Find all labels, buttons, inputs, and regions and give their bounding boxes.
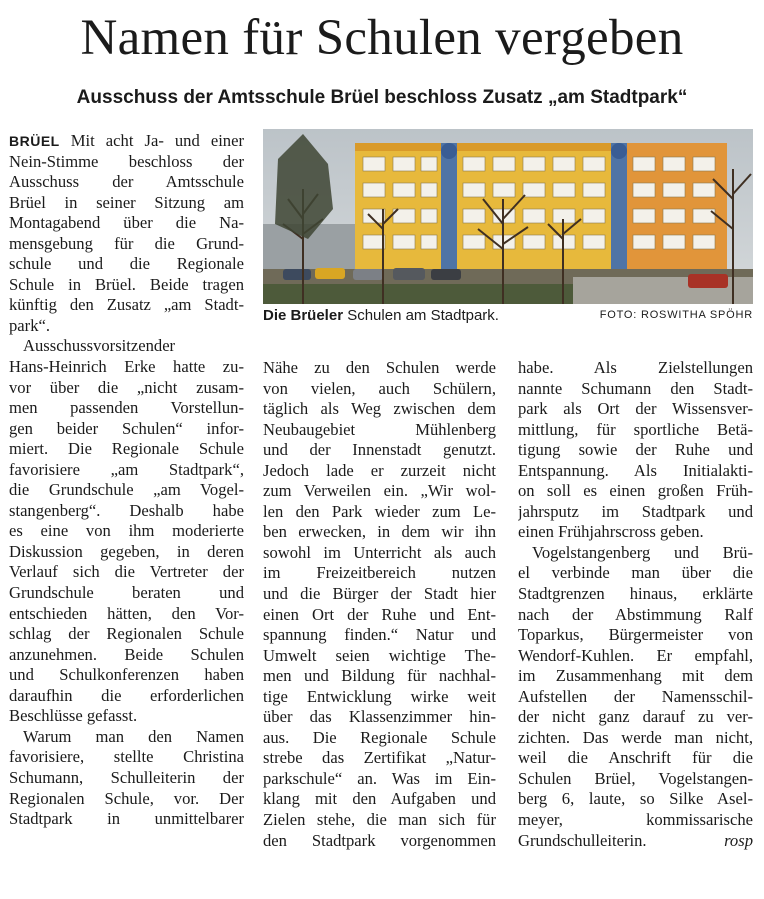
article-line: nach der Abstimmung Ralf	[518, 604, 753, 624]
article-line: nannte Schumann den Stadt-	[518, 378, 753, 398]
article-line: Grundschule beraten und	[9, 583, 244, 603]
article-line: es eine von ihm moderierte	[9, 521, 244, 541]
article-column-2	[263, 358, 496, 851]
article-text: Mit acht Ja- und einer	[59, 131, 244, 150]
article-line: len den Park wieder zum Le-	[263, 501, 496, 521]
article-line: Vogelstangenberg und Brü-	[532, 542, 753, 562]
article-line: von vielen, auch Schülern,	[263, 378, 496, 398]
article-line	[9, 131, 244, 152]
article-line: entschieden hätten, den Vor-	[9, 603, 244, 623]
article-line: jahrsputz im Stadtpark und	[518, 501, 753, 521]
article-line: Nein-Stimme beschloss der	[9, 151, 244, 171]
article-line: Hans-Heinrich Erke hatte zu-	[9, 357, 244, 377]
article-line: Aufstellen der Namensschil-	[518, 686, 753, 706]
article-line: im Freizeitbereich nutzen	[263, 563, 496, 583]
article-line: Regionalen Schule, vor. Der	[9, 788, 244, 808]
article-line: Schulen Brüel, Vogelstangen-	[518, 768, 753, 788]
article-line: zum Verweilen ein. „Wir wol-	[263, 481, 496, 501]
article-line	[518, 831, 753, 852]
article-line: einen Ort der Ruhe und Ent-	[263, 604, 496, 624]
article-line: einen Frühjahrscross geben.	[518, 522, 704, 542]
article-line: und der Innenstadt genutzt.	[263, 440, 496, 460]
photo-credit: FOTO: ROSWITHA SPÖHR	[599, 309, 753, 321]
article-line: meyer, kommissarische	[518, 810, 753, 830]
article-line: gen beider Schulen“ infor-	[9, 418, 244, 438]
article-line: Ausschussvorsitzender	[23, 336, 176, 356]
subheadline: Ausschuss der Amtsschule Brüel beschloss Zusatz „am Stadtpark“	[76, 87, 688, 108]
article-line: men und Bildung für nachhal-	[263, 666, 496, 686]
article-line: zichten. Das werde man nicht,	[518, 727, 753, 747]
article-line: den Stadtpark vorgenommen	[263, 830, 496, 850]
article-line: sowohl im Unterricht als auch	[263, 542, 496, 562]
article-line: strebe das Zertifikat „Natur-	[263, 748, 496, 768]
article-line: im Zusammenhang mit dem	[518, 666, 753, 686]
article-line: klang mit den Aufgaben und	[263, 789, 496, 809]
article-line: Schumann, Schulleiterin der	[9, 767, 244, 787]
article-line: men passenden Vorstellun-	[9, 398, 244, 418]
article-line: über das Klassenzimmer hin-	[263, 707, 496, 727]
article-line: berg 6, laute, so Silke Asel-	[518, 789, 753, 809]
article-line: Schule in Brüel. Beide tragen	[9, 274, 244, 294]
article-line: Entspannung. Als Initialakti-	[518, 460, 753, 480]
article-line: Nähe zu den Schulen werde	[263, 358, 496, 377]
article-line: weil die Anschrift für die	[518, 748, 753, 768]
article-line: mensgebung für die Grund-	[9, 233, 244, 253]
article-line: Stadtgrenzen hinaus, erklärte	[518, 584, 753, 604]
article-line: Zielen stehe, die man sich für	[263, 810, 496, 830]
school-photo	[263, 129, 753, 304]
article-line: ben erwecken, in dem wir ihn	[263, 522, 496, 542]
article-line: schule und die Regionale	[9, 254, 244, 274]
article-line: Warum man den Namen	[23, 726, 244, 746]
article-line: favorisiere, stellte Christina	[9, 747, 244, 767]
article-line: favorisiere „am Stadtpark“,	[9, 459, 244, 479]
article-line: anzunehmen. Beide Schulen	[9, 644, 244, 664]
article-line: on soll es einen großen Früh-	[518, 481, 753, 501]
article-text: Grundschulleiterin.	[518, 830, 647, 850]
article-column-3	[518, 358, 753, 851]
photo-caption	[263, 305, 753, 327]
article-line: die Grundschule „am Vogel-	[9, 480, 244, 500]
article-line: Wendorf-Kuhlen. Er empfahl,	[518, 645, 753, 665]
article-line: Umwelt seien wichtige The-	[263, 645, 496, 665]
article-line: aus. Die Regionale Schule	[263, 727, 496, 747]
article-line: miert. Die Regionale Schule	[9, 439, 244, 459]
article-line: Toparkus, Bürgermeister von	[518, 625, 753, 645]
article-line: Diskussion gegeben, in deren	[9, 541, 244, 561]
article-line: und die Bürger der Stadt hier	[263, 584, 496, 604]
article-line: stangenberg“. Deshalb habe	[9, 500, 244, 520]
article-line: park als Ort der Wissensver-	[518, 399, 753, 419]
article-line: der nicht ganz darauf zu ver-	[518, 707, 753, 727]
article-line: daraufhin die erforderlichen	[9, 685, 244, 705]
caption-text	[263, 307, 499, 324]
dateline: BRÜEL	[9, 133, 60, 149]
article-line: Beschlüsse gefasst.	[9, 706, 138, 726]
article-line: el verbinde man über die	[518, 563, 753, 583]
article-line: Montagabend über die Na-	[9, 213, 244, 233]
article-line: Ausschuss der Amtsschule	[9, 172, 244, 192]
article-line: parkschule“ an. Was im Ein-	[263, 768, 496, 788]
author-initials: rosp	[724, 830, 753, 850]
article-line: vor über die „nicht zusam-	[9, 377, 244, 397]
headline: Namen für Schulen vergeben	[80, 10, 684, 66]
caption-bold: Die Brüeler	[263, 307, 344, 324]
article-line: Jedoch lade er zurzeit nicht	[263, 460, 496, 480]
article-line: täglich als Weg zwischen dem	[263, 399, 496, 419]
article-line: Stadtpark in unmittelbarer	[9, 809, 244, 829]
article-line: habe. Als Zielstellungen	[518, 358, 753, 377]
article-line: spannung finden.“ Natur und	[263, 625, 496, 645]
article-line: tigung sowie der Ruhe und	[518, 440, 753, 460]
article-line: Brüel in seiner Sitzung am	[9, 192, 244, 212]
article-line: Verlauf sich die Vertreter der	[9, 562, 244, 582]
caption-rest: Schulen am Stadtpark.	[343, 307, 499, 324]
article-column-1	[9, 131, 244, 830]
article-line: mittlung, für sportliche Betä-	[518, 419, 753, 439]
article-line: schlag der Regionalen Schule	[9, 624, 244, 644]
article-line: Neubaugebiet Mühlenberg	[263, 419, 496, 439]
article-line: künftig den Zusatz „am Stadt-	[9, 295, 244, 315]
article-line: park“.	[9, 315, 50, 335]
article-line: und Schulkonferenzen haben	[9, 665, 244, 685]
article-line: tige Entwicklung wirke weit	[263, 686, 496, 706]
